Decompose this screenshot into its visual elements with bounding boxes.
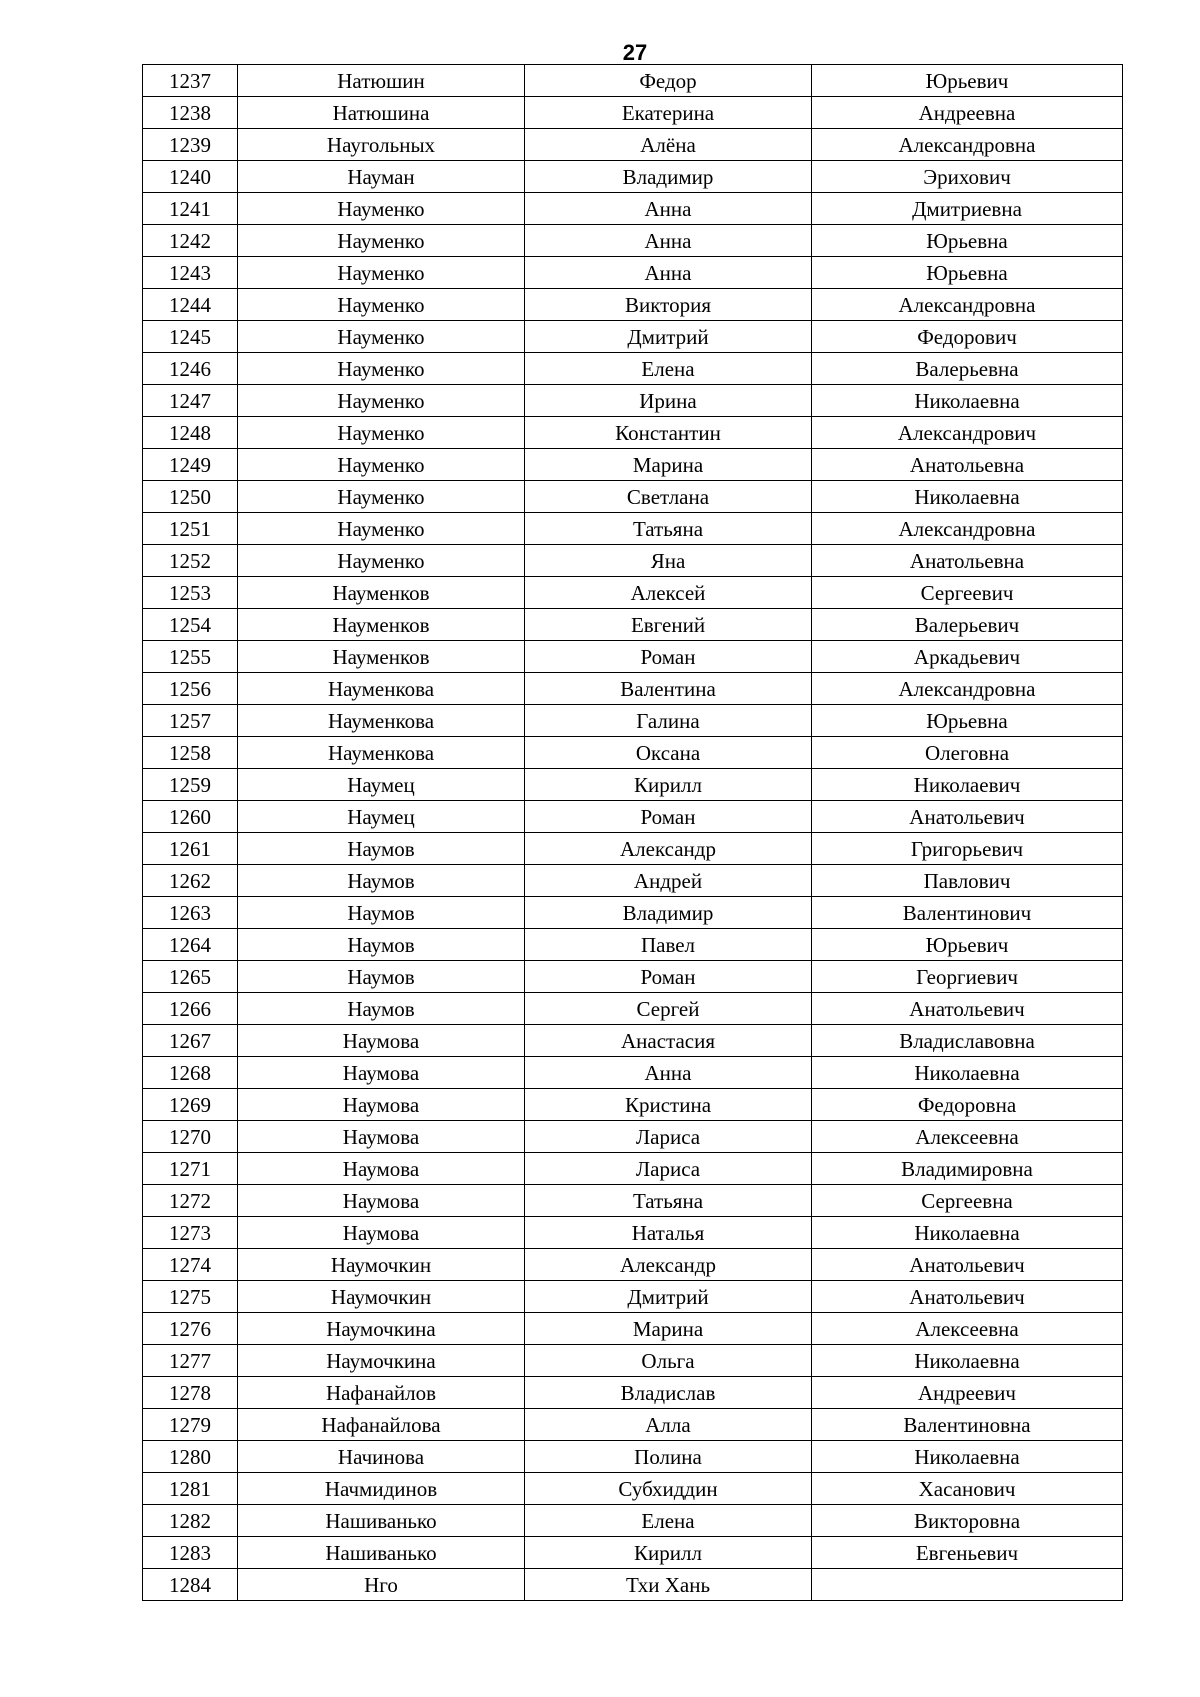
patronymic-cell: Валерьевич — [812, 609, 1123, 641]
first-name-cell: Кристина — [525, 1089, 812, 1121]
first-name-cell: Ольга — [525, 1345, 812, 1377]
row-number-cell: 1265 — [143, 961, 238, 993]
table-row — [143, 801, 1123, 833]
patronymic-cell: Анатольевич — [812, 1249, 1123, 1281]
first-name-cell: Алёна — [525, 129, 812, 161]
last-name-cell: Нафанайлов — [238, 1377, 525, 1409]
first-name-cell: Роман — [525, 961, 812, 993]
table-row — [143, 737, 1123, 769]
name-list-body — [143, 65, 1123, 1601]
first-name-cell: Лариса — [525, 1121, 812, 1153]
last-name-cell: Науменков — [238, 641, 525, 673]
first-name-cell: Оксана — [525, 737, 812, 769]
first-name-cell: Ирина — [525, 385, 812, 417]
first-name-cell: Елена — [525, 1505, 812, 1537]
row-number-cell: 1239 — [143, 129, 238, 161]
first-name-cell: Марина — [525, 1313, 812, 1345]
row-number-cell: 1283 — [143, 1537, 238, 1569]
patronymic-cell: Сергеевич — [812, 577, 1123, 609]
first-name-cell: Полина — [525, 1441, 812, 1473]
first-name-cell: Анна — [525, 193, 812, 225]
row-number-cell: 1280 — [143, 1441, 238, 1473]
first-name-cell: Дмитрий — [525, 1281, 812, 1313]
first-name-cell: Евгений — [525, 609, 812, 641]
table-row — [143, 1153, 1123, 1185]
patronymic-cell: Федорович — [812, 321, 1123, 353]
patronymic-cell: Григорьевич — [812, 833, 1123, 865]
row-number-cell: 1242 — [143, 225, 238, 257]
first-name-cell: Владислав — [525, 1377, 812, 1409]
first-name-cell: Тхи Хань — [525, 1569, 812, 1601]
first-name-cell: Роман — [525, 801, 812, 833]
table-row — [143, 481, 1123, 513]
last-name-cell: Наумова — [238, 1057, 525, 1089]
last-name-cell: Науменков — [238, 609, 525, 641]
table-row — [143, 1473, 1123, 1505]
table-row — [143, 1089, 1123, 1121]
patronymic-cell: Александровна — [812, 673, 1123, 705]
first-name-cell: Субхиддин — [525, 1473, 812, 1505]
first-name-cell: Роман — [525, 641, 812, 673]
table-row — [143, 897, 1123, 929]
first-name-cell: Константин — [525, 417, 812, 449]
patronymic-cell: Андреевич — [812, 1377, 1123, 1409]
first-name-cell: Галина — [525, 705, 812, 737]
table-row — [143, 513, 1123, 545]
last-name-cell: Наумова — [238, 1121, 525, 1153]
table-row — [143, 641, 1123, 673]
row-number-cell: 1251 — [143, 513, 238, 545]
patronymic-cell: Сергеевна — [812, 1185, 1123, 1217]
patronymic-cell: Николаевна — [812, 1345, 1123, 1377]
last-name-cell: Науменко — [238, 385, 525, 417]
table-row — [143, 609, 1123, 641]
first-name-cell: Кирилл — [525, 769, 812, 801]
last-name-cell: Науменко — [238, 481, 525, 513]
table-row — [143, 929, 1123, 961]
first-name-cell: Лариса — [525, 1153, 812, 1185]
table-row — [143, 1025, 1123, 1057]
table-row — [143, 1217, 1123, 1249]
row-number-cell: 1261 — [143, 833, 238, 865]
row-number-cell: 1267 — [143, 1025, 238, 1057]
first-name-cell: Алексей — [525, 577, 812, 609]
row-number-cell: 1270 — [143, 1121, 238, 1153]
table-row — [143, 1505, 1123, 1537]
table-row — [143, 289, 1123, 321]
patronymic-cell: Хасанович — [812, 1473, 1123, 1505]
last-name-cell: Науменко — [238, 225, 525, 257]
patronymic-cell — [812, 1569, 1123, 1601]
table-row — [143, 1313, 1123, 1345]
patronymic-cell: Николаевна — [812, 1217, 1123, 1249]
last-name-cell: Науменков — [238, 577, 525, 609]
first-name-cell: Павел — [525, 929, 812, 961]
row-number-cell: 1247 — [143, 385, 238, 417]
first-name-cell: Татьяна — [525, 1185, 812, 1217]
last-name-cell: Наумов — [238, 865, 525, 897]
patronymic-cell: Олеговна — [812, 737, 1123, 769]
row-number-cell: 1258 — [143, 737, 238, 769]
first-name-cell: Анна — [525, 225, 812, 257]
row-number-cell: 1278 — [143, 1377, 238, 1409]
row-number-cell: 1246 — [143, 353, 238, 385]
last-name-cell: Науменко — [238, 193, 525, 225]
row-number-cell: 1244 — [143, 289, 238, 321]
last-name-cell: Науменкова — [238, 705, 525, 737]
table-row — [143, 865, 1123, 897]
table-row — [143, 417, 1123, 449]
row-number-cell: 1281 — [143, 1473, 238, 1505]
patronymic-cell: Юрьевна — [812, 225, 1123, 257]
patronymic-cell: Викторовна — [812, 1505, 1123, 1537]
first-name-cell: Татьяна — [525, 513, 812, 545]
row-number-cell: 1245 — [143, 321, 238, 353]
patronymic-cell: Анатольевна — [812, 545, 1123, 577]
table-row — [143, 449, 1123, 481]
last-name-cell: Наумочкин — [238, 1281, 525, 1313]
last-name-cell: Науменко — [238, 545, 525, 577]
table-row — [143, 257, 1123, 289]
first-name-cell: Екатерина — [525, 97, 812, 129]
row-number-cell: 1275 — [143, 1281, 238, 1313]
last-name-cell: Науменкова — [238, 737, 525, 769]
first-name-cell: Федор — [525, 65, 812, 97]
patronymic-cell: Аркадьевич — [812, 641, 1123, 673]
row-number-cell: 1276 — [143, 1313, 238, 1345]
first-name-cell: Андрей — [525, 865, 812, 897]
last-name-cell: Науменко — [238, 321, 525, 353]
row-number-cell: 1260 — [143, 801, 238, 833]
patronymic-cell: Николаевна — [812, 481, 1123, 513]
first-name-cell: Наталья — [525, 1217, 812, 1249]
row-number-cell: 1243 — [143, 257, 238, 289]
row-number-cell: 1253 — [143, 577, 238, 609]
last-name-cell: Нашиванько — [238, 1505, 525, 1537]
last-name-cell: Нафанайлова — [238, 1409, 525, 1441]
first-name-cell: Дмитрий — [525, 321, 812, 353]
patronymic-cell: Николаевна — [812, 1057, 1123, 1089]
last-name-cell: Науменко — [238, 257, 525, 289]
last-name-cell: Наумова — [238, 1153, 525, 1185]
row-number-cell: 1263 — [143, 897, 238, 929]
last-name-cell: Наумочкина — [238, 1313, 525, 1345]
last-name-cell: Наумова — [238, 1089, 525, 1121]
first-name-cell: Анна — [525, 257, 812, 289]
last-name-cell: Наугольных — [238, 129, 525, 161]
table-row — [143, 769, 1123, 801]
patronymic-cell: Анатольевич — [812, 1281, 1123, 1313]
row-number-cell: 1282 — [143, 1505, 238, 1537]
table-row — [143, 673, 1123, 705]
patronymic-cell: Николаевич — [812, 769, 1123, 801]
row-number-cell: 1254 — [143, 609, 238, 641]
last-name-cell: Наумова — [238, 1025, 525, 1057]
last-name-cell: Начмидинов — [238, 1473, 525, 1505]
row-number-cell: 1250 — [143, 481, 238, 513]
table-row — [143, 129, 1123, 161]
row-number-cell: 1284 — [143, 1569, 238, 1601]
last-name-cell: Нашиванько — [238, 1537, 525, 1569]
table-row — [143, 1537, 1123, 1569]
table-row — [143, 161, 1123, 193]
table-row — [143, 1281, 1123, 1313]
table-row — [143, 577, 1123, 609]
table-row — [143, 385, 1123, 417]
last-name-cell: Науман — [238, 161, 525, 193]
row-number-cell: 1277 — [143, 1345, 238, 1377]
patronymic-cell: Владиславовна — [812, 1025, 1123, 1057]
table-row — [143, 833, 1123, 865]
patronymic-cell: Георгиевич — [812, 961, 1123, 993]
patronymic-cell: Федоровна — [812, 1089, 1123, 1121]
table-row — [143, 961, 1123, 993]
first-name-cell: Алла — [525, 1409, 812, 1441]
first-name-cell: Владимир — [525, 897, 812, 929]
last-name-cell: Науменкова — [238, 673, 525, 705]
first-name-cell: Кирилл — [525, 1537, 812, 1569]
patronymic-cell: Валентинович — [812, 897, 1123, 929]
last-name-cell: Науменко — [238, 513, 525, 545]
patronymic-cell: Юрьевна — [812, 257, 1123, 289]
table-row — [143, 97, 1123, 129]
row-number-cell: 1255 — [143, 641, 238, 673]
first-name-cell: Елена — [525, 353, 812, 385]
patronymic-cell: Юрьевич — [812, 929, 1123, 961]
row-number-cell: 1264 — [143, 929, 238, 961]
table-row — [143, 193, 1123, 225]
last-name-cell: Наумов — [238, 897, 525, 929]
patronymic-cell: Владимировна — [812, 1153, 1123, 1185]
first-name-cell: Виктория — [525, 289, 812, 321]
patronymic-cell: Валерьевна — [812, 353, 1123, 385]
patronymic-cell: Юрьевна — [812, 705, 1123, 737]
row-number-cell: 1259 — [143, 769, 238, 801]
table-row — [143, 1121, 1123, 1153]
row-number-cell: 1252 — [143, 545, 238, 577]
row-number-cell: 1262 — [143, 865, 238, 897]
table-row — [143, 1409, 1123, 1441]
table-row — [143, 1377, 1123, 1409]
row-number-cell: 1272 — [143, 1185, 238, 1217]
last-name-cell: Наумов — [238, 993, 525, 1025]
first-name-cell: Валентина — [525, 673, 812, 705]
row-number-cell: 1271 — [143, 1153, 238, 1185]
patronymic-cell: Алексеевна — [812, 1121, 1123, 1153]
last-name-cell: Наумец — [238, 801, 525, 833]
last-name-cell: Натюшин — [238, 65, 525, 97]
table-row — [143, 1441, 1123, 1473]
row-number-cell: 1266 — [143, 993, 238, 1025]
patronymic-cell: Павлович — [812, 865, 1123, 897]
patronymic-cell: Анатольевич — [812, 993, 1123, 1025]
first-name-cell: Александр — [525, 1249, 812, 1281]
table-row — [143, 1569, 1123, 1601]
row-number-cell: 1268 — [143, 1057, 238, 1089]
row-number-cell: 1248 — [143, 417, 238, 449]
last-name-cell: Наумов — [238, 961, 525, 993]
row-number-cell: 1237 — [143, 65, 238, 97]
table-row — [143, 65, 1123, 97]
patronymic-cell: Юрьевич — [812, 65, 1123, 97]
last-name-cell: Науменко — [238, 353, 525, 385]
first-name-cell: Марина — [525, 449, 812, 481]
row-number-cell: 1240 — [143, 161, 238, 193]
patronymic-cell: Николаевна — [812, 1441, 1123, 1473]
last-name-cell: Наумочкин — [238, 1249, 525, 1281]
patronymic-cell: Евгеньевич — [812, 1537, 1123, 1569]
last-name-cell: Наумец — [238, 769, 525, 801]
last-name-cell: Наумова — [238, 1217, 525, 1249]
table-row — [143, 1345, 1123, 1377]
patronymic-cell: Николаевна — [812, 385, 1123, 417]
patronymic-cell: Валентиновна — [812, 1409, 1123, 1441]
table-row — [143, 1185, 1123, 1217]
last-name-cell: Наумова — [238, 1185, 525, 1217]
row-number-cell: 1257 — [143, 705, 238, 737]
table-row — [143, 1057, 1123, 1089]
row-number-cell: 1249 — [143, 449, 238, 481]
row-number-cell: 1269 — [143, 1089, 238, 1121]
first-name-cell: Сергей — [525, 993, 812, 1025]
row-number-cell: 1273 — [143, 1217, 238, 1249]
table-row — [143, 1249, 1123, 1281]
table-row — [143, 321, 1123, 353]
first-name-cell: Александр — [525, 833, 812, 865]
page-number: 27 — [622, 40, 648, 65]
patronymic-cell: Анатольевна — [812, 449, 1123, 481]
row-number-cell: 1238 — [143, 97, 238, 129]
last-name-cell: Науменко — [238, 417, 525, 449]
patronymic-cell: Андреевна — [812, 97, 1123, 129]
first-name-cell: Анастасия — [525, 1025, 812, 1057]
last-name-cell: Наумов — [238, 929, 525, 961]
table-row — [143, 705, 1123, 737]
patronymic-cell: Александровна — [812, 513, 1123, 545]
last-name-cell: Науменко — [238, 449, 525, 481]
row-number-cell: 1279 — [143, 1409, 238, 1441]
last-name-cell: Науменко — [238, 289, 525, 321]
first-name-cell: Яна — [525, 545, 812, 577]
patronymic-cell: Дмитриевна — [812, 193, 1123, 225]
patronymic-cell: Александрович — [812, 417, 1123, 449]
last-name-cell: Наумов — [238, 833, 525, 865]
patronymic-cell: Алексеевна — [812, 1313, 1123, 1345]
patronymic-cell: Александровна — [812, 289, 1123, 321]
patronymic-cell: Александровна — [812, 129, 1123, 161]
table-row — [143, 545, 1123, 577]
name-list-table — [142, 64, 1123, 1601]
first-name-cell: Светлана — [525, 481, 812, 513]
last-name-cell: Начинова — [238, 1441, 525, 1473]
table-row — [143, 353, 1123, 385]
row-number-cell: 1241 — [143, 193, 238, 225]
last-name-cell: Нго — [238, 1569, 525, 1601]
patronymic-cell: Анатольевич — [812, 801, 1123, 833]
table-row — [143, 993, 1123, 1025]
first-name-cell: Владимир — [525, 161, 812, 193]
patronymic-cell: Эрихович — [812, 161, 1123, 193]
first-name-cell: Анна — [525, 1057, 812, 1089]
last-name-cell: Наумочкина — [238, 1345, 525, 1377]
row-number-cell: 1256 — [143, 673, 238, 705]
row-number-cell: 1274 — [143, 1249, 238, 1281]
table-row — [143, 225, 1123, 257]
last-name-cell: Натюшина — [238, 97, 525, 129]
